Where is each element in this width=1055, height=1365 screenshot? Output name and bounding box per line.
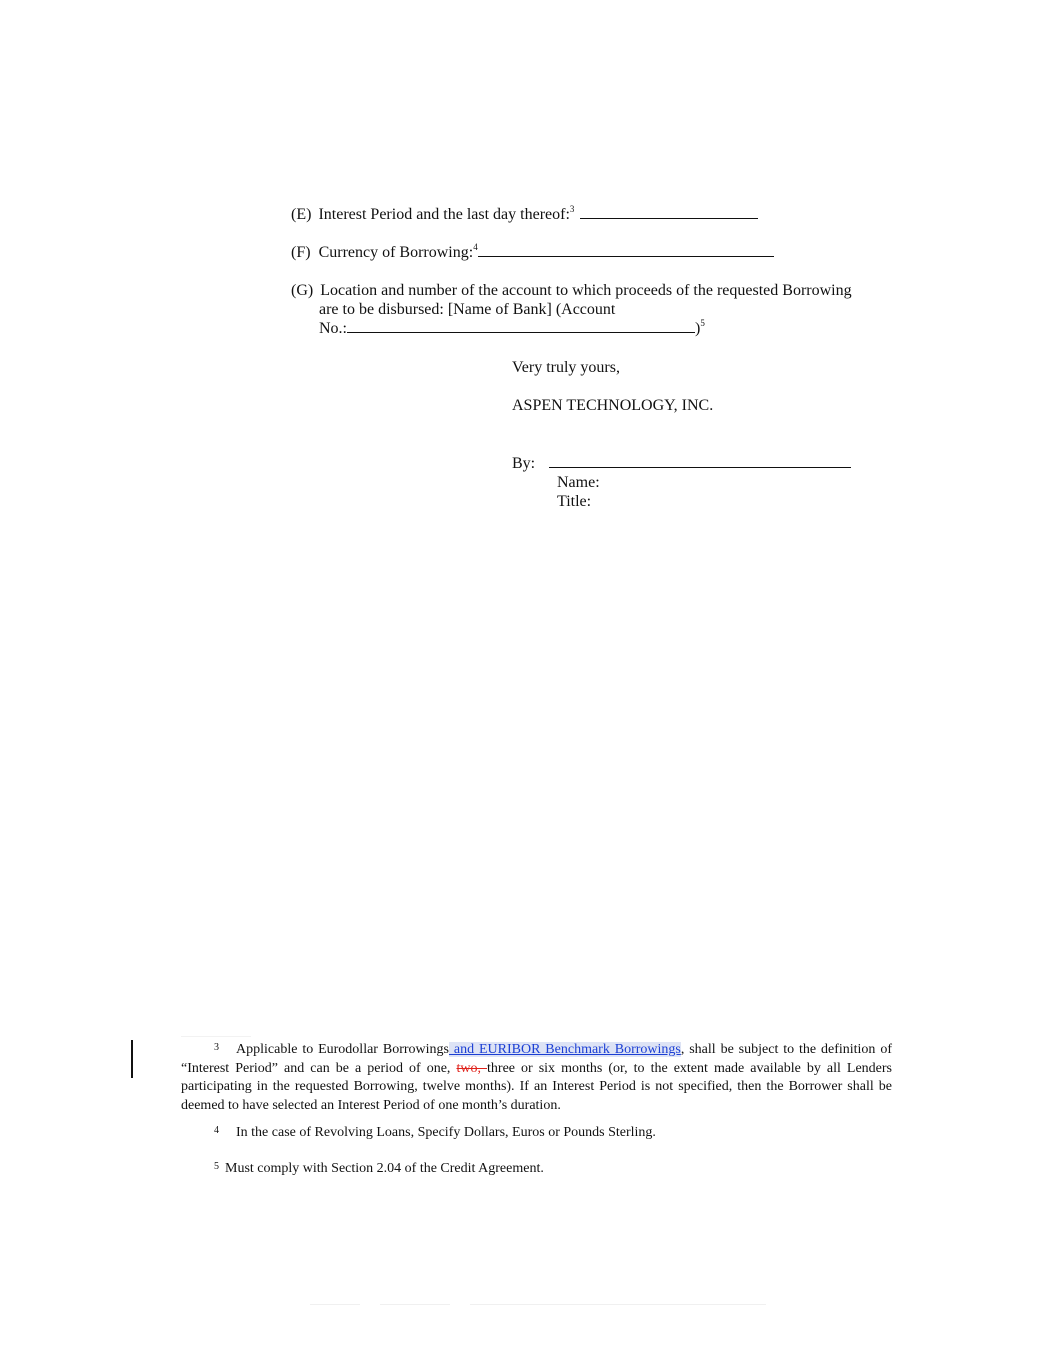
- footnote-separator: [181, 1036, 251, 1037]
- footnote-5-number: 5: [214, 1161, 219, 1172]
- item-g: [291, 281, 852, 300]
- item-g-line2: are to be disbursed: [Name of Bank] (Account: [319, 301, 616, 318]
- item-g-blank-line: [347, 320, 695, 333]
- item-g-label: (G): [291, 282, 314, 299]
- item-e-blank-line: [580, 206, 758, 219]
- item-e-text: Interest Period and the last day thereof:: [318, 206, 570, 223]
- item-f-text: Currency of Borrowing:: [318, 244, 474, 261]
- footnote-3: [181, 1041, 892, 1115]
- faint-mark: [380, 1304, 450, 1305]
- name-label: Name:: [557, 474, 600, 491]
- footnote-3-number: 3: [214, 1042, 219, 1053]
- item-g-line3: [319, 319, 705, 338]
- item-f-label: (F): [291, 244, 311, 261]
- by-label: By:: [512, 455, 536, 472]
- change-bar: [131, 1040, 133, 1078]
- item-f: [291, 243, 774, 262]
- item-e-label: (E): [291, 206, 312, 223]
- footnote-3-part2: , shall be subject to the definition of “Interest Period” and can be a period of one,: [181, 1042, 892, 1076]
- item-g-line1: Location and number of the account to which proceeds of the requested Borrowing: [320, 282, 852, 299]
- footnote-3-part1: Applicable to Eurodollar Borrowings: [236, 1042, 449, 1057]
- item-e-footnote-ref: 3: [569, 203, 575, 214]
- item-f-footnote-ref: 4: [473, 241, 478, 252]
- footnote-3-part3: three or six months (or, to the extent made available by all Lenders participating in the requested Borrowing, twelve months). If an Interest Period is not specified, then the Borrower shall be deemed to have selected an Interest Period of one month’s duration.: [181, 1060, 893, 1113]
- footnote-5: [214, 1160, 544, 1179]
- item-g-footnote-ref: 5: [700, 317, 705, 328]
- faint-mark: [310, 1304, 360, 1305]
- footnote-3-deleted-text: two,: [456, 1060, 488, 1076]
- footnote-3-inserted-text: and EURIBOR Benchmark Borrowings: [448, 1042, 681, 1057]
- signature-by-line: [512, 454, 851, 473]
- footnote-4-number: 4: [214, 1125, 219, 1136]
- item-g-account-suffix: ): [695, 320, 701, 337]
- title-label: Title:: [557, 493, 592, 510]
- faint-mark: [470, 1304, 766, 1305]
- item-f-blank-line: [478, 244, 774, 257]
- footnote-4: [214, 1124, 656, 1143]
- footnote-5-text: Must comply with Section 2.04 of the Credit Agreement.: [225, 1161, 544, 1176]
- company-name: ASPEN TECHNOLOGY, INC.: [512, 397, 714, 414]
- item-g-account-prefix: No.:: [319, 320, 347, 337]
- signature-blank-line: [549, 455, 851, 468]
- footnote-4-text: In the case of Revolving Loans, Specify Dollars, Euros or Pounds Sterling.: [236, 1125, 656, 1140]
- item-e: [291, 205, 758, 224]
- closing: Very truly yours,: [512, 359, 620, 376]
